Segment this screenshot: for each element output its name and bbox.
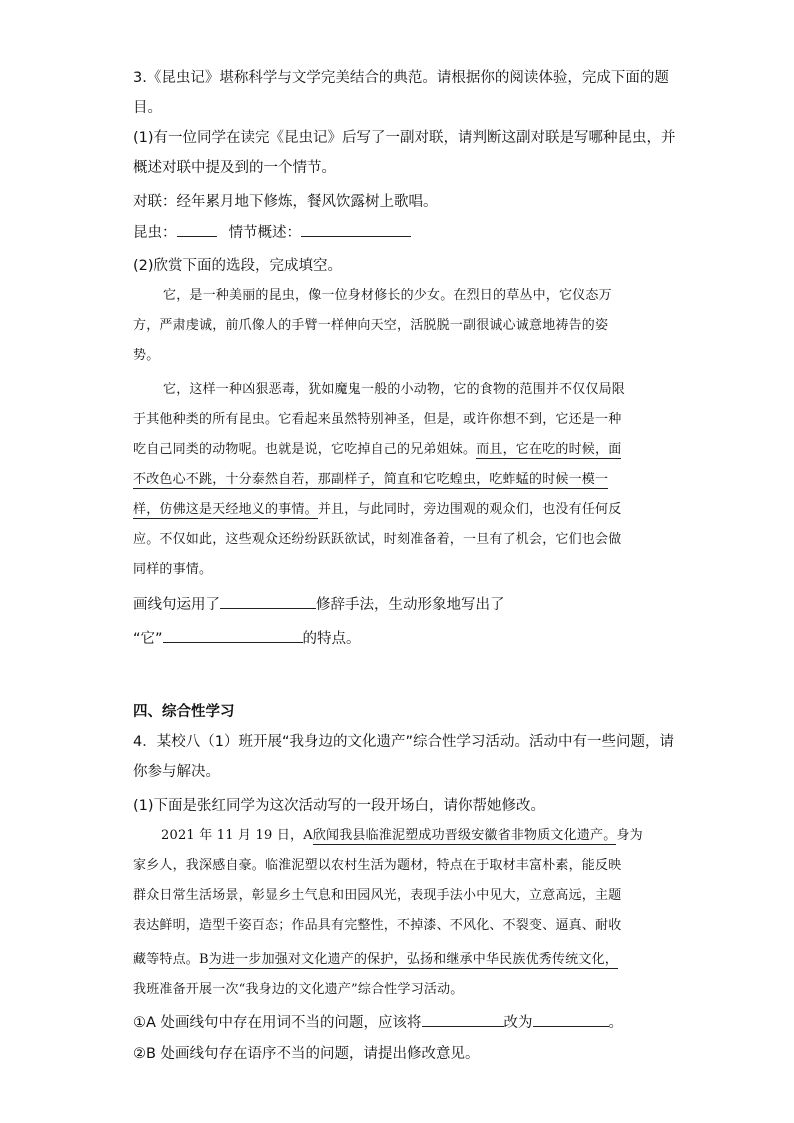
wrong-word-blank[interactable] (422, 1012, 504, 1027)
opening-line-6: 我班准备开展一次“我身边的文化遗产”综合性学习活动。 (133, 982, 464, 997)
q3-stem-line-2: 目。 (133, 100, 162, 116)
fill-line-1 (133, 594, 505, 615)
passage2-line-2: 于其他种类的所有昆虫。它看起来虽然特别神圣，但是，或许你想不到，它还是一种 (133, 412, 622, 427)
correct-word-blank[interactable] (533, 1012, 609, 1027)
item1-end: 。 (608, 1015, 624, 1031)
rhetoric-blank[interactable] (220, 594, 316, 609)
fill-line-2 (133, 628, 361, 649)
opening-line-5-plain: 藏等特点。B (133, 952, 209, 967)
opening-line-1-tail: 身为 (616, 828, 643, 843)
q4-sub1: (1)下面是张红同学为这次活动写的一段开场白，请你帮她修改。 (133, 798, 546, 814)
fill2-suffix: 的特点。 (302, 631, 361, 647)
fill1-suffix: 修辞手法，生动形象地写出了 (316, 597, 505, 613)
opening-line-5 (133, 950, 618, 970)
fill1-prefix: 画线句运用了 (133, 597, 220, 613)
opening-line-4: 表达鲜明，造型千姿百态；作品具有完整性，不掉漆、不风化、不裂变、逼真、耐收 (133, 918, 622, 933)
passage2-line-6: 应。不仅如此，这些观众还纷纷跃跃欲试，时刻准备着，一旦有了机会，它们也会做 (133, 532, 622, 547)
q3-sub1-line-1: (1)有一位同学在读完《昆虫记》后写了一副对联，请判断这副对联是写哪种昆虫，并 (133, 130, 676, 146)
opening-line-2: 家乡人，我深感自豪。临淮泥塑以农村生活为题材，特点在于取材丰富朴素，能反映 (133, 858, 622, 873)
trait-blank[interactable] (163, 628, 303, 643)
q3-sub1-line-2: 概述对联中提及到的一个情节。 (133, 160, 336, 176)
q3-stem-line-1: 3.《昆虫记》堪称科学与文学完美结合的典范。请根据你的阅读体验，完成下面的题 (133, 70, 669, 86)
passage2-line-4 (133, 470, 608, 490)
passage2-line-5 (133, 500, 621, 520)
fill2-prefix: “它” (133, 631, 163, 647)
plot-label: 情节概述： (228, 225, 301, 241)
q4-item-1 (133, 1012, 623, 1033)
underlined-sentence-middle: 不改色心不跳，十分泰然自若，那副样子，简直和它吃蝗虫，吃蚱蜢的时候一模一 (133, 472, 609, 487)
insect-blank[interactable] (177, 222, 217, 237)
underlined-sentence-start: 而且，它在吃的时候，面 (476, 442, 622, 457)
section-4-title: 四、综合性学习 (133, 704, 235, 720)
passage2-line-5-plain: 并且，与此同时，旁边围观的观众们，也没有任何反 (317, 502, 622, 517)
passage1-line-3: 势。 (133, 348, 160, 363)
couplet: 对联：经年累月地下修炼，餐风饮露树上歌唱。 (133, 194, 438, 210)
underlined-sentence-a: 欣闻我县临淮泥塑成功晋级安徽省非物质文化遗产。 (312, 828, 617, 843)
underlined-sentence-end: 样，仿佛这是天经地义的事情。 (133, 502, 318, 517)
passage2-line-1: 它，这样一种凶狠恶毒，犹如魔鬼一般的小动物，它的食物的范围并不仅仅局限 (163, 382, 626, 397)
q3-answer-row (133, 222, 411, 243)
q4-stem-line-2: 你参与解决。 (133, 764, 220, 780)
insect-label: 昆虫： (133, 225, 177, 241)
plot-blank[interactable] (301, 222, 411, 237)
underlined-sentence-b: 为进一步加强对文化遗产的保护，弘扬和继承中华民族优秀传统文化， (208, 952, 618, 967)
passage2-line-3-plain: 吃自己同类的动物呢。也就是说，它吃掉自己的兄弟姐妹。 (133, 442, 477, 457)
passage2-line-7: 同样的事情。 (133, 562, 213, 577)
passage2-line-3 (133, 440, 621, 460)
passage1-line-1: 它，是一种美丽的昆虫，像一位身材修长的少女。在烈日的草丛中，它仪态万 (163, 288, 612, 303)
opening-date: 2021 年 11 月 19 日，A (161, 828, 313, 843)
item1-prefix: ①A 处画线句中存在用词不当的问题，应该将 (133, 1015, 422, 1031)
opening-line-1 (161, 826, 643, 846)
q4-stem-line-1: 4．某校八（1）班开展“我身边的文化遗产”综合性学习活动。活动中有一些问题，请 (133, 734, 674, 750)
q4-item-2: ②B 处画线句存在语序不当的问题，请提出修改意见。 (133, 1046, 480, 1062)
q3-sub2: (2)欣赏下面的选段，完成填空。 (133, 258, 343, 274)
opening-line-3: 群众日常生活场景，彰显乡土气息和田园风光，表现手法小中见大，立意高远，主题 (133, 888, 622, 903)
item1-middle: 改为 (503, 1015, 533, 1031)
passage1-line-2: 方，严肃虔诚，前爪像人的手臂一样伸向天空，活脱脱一副很诚心诚意地祷告的姿 (133, 318, 609, 333)
